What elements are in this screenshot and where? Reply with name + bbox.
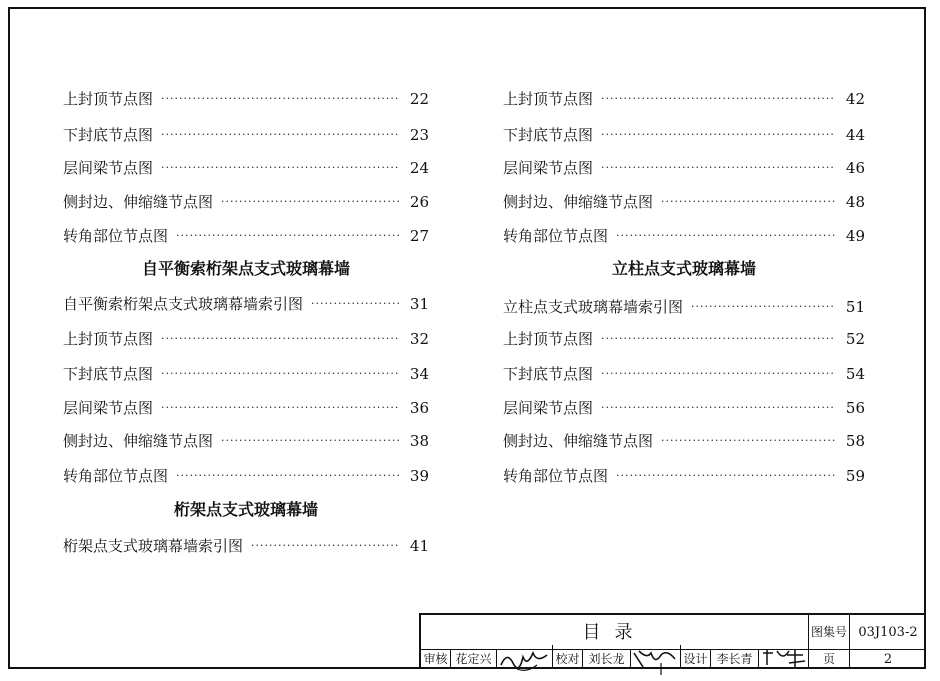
toc-entry[interactable] <box>63 223 429 245</box>
page-label: 页 <box>809 650 850 669</box>
toc-entry[interactable] <box>503 155 865 177</box>
toc-dot-leader <box>616 227 836 245</box>
toc-entry-title: 自平衡索桁架点支式玻璃幕墙索引图 <box>63 295 304 313</box>
toc-dot-leader <box>161 365 400 383</box>
title-block <box>419 613 926 669</box>
toc-entry-page: 58 <box>845 432 865 450</box>
toc-entry[interactable] <box>63 428 429 450</box>
designer-signature-mark <box>759 645 809 671</box>
toc-entry[interactable] <box>503 223 865 245</box>
toc-entry[interactable] <box>503 463 865 485</box>
toc-entry-page: 24 <box>409 159 429 177</box>
toc-entry-title: 转角部位节点图 <box>63 467 169 485</box>
toc-entry-title: 转角部位节点图 <box>503 467 609 485</box>
toc-entry-title: 下封底节点图 <box>503 365 594 383</box>
toc-dot-leader <box>661 193 836 211</box>
toc-entry[interactable] <box>503 189 865 211</box>
toc-dot-leader <box>161 126 400 144</box>
atlas-number-label: 图集号 <box>809 615 850 650</box>
toc-entry[interactable] <box>63 86 429 108</box>
toc-entry-title: 上封顶节点图 <box>63 90 154 108</box>
proofreader-signature <box>631 645 681 669</box>
toc-entry[interactable] <box>63 155 429 177</box>
toc-entry-title: 层间梁节点图 <box>63 399 154 417</box>
toc-entry[interactable] <box>63 395 429 417</box>
toc-dot-leader <box>176 227 400 245</box>
page-number: 2 <box>883 652 893 667</box>
toc-entry-page: 39 <box>409 467 429 485</box>
toc-dot-leader <box>661 432 836 450</box>
toc-dot-leader <box>221 432 400 450</box>
toc-entry-title: 上封顶节点图 <box>503 90 594 108</box>
toc-entry-title: 侧封边、伸缩缝节点图 <box>63 432 214 450</box>
toc-dot-leader <box>161 330 400 348</box>
toc-entry[interactable] <box>503 395 865 417</box>
toc-dot-leader <box>161 399 400 417</box>
toc-entry-title: 上封顶节点图 <box>63 330 154 348</box>
toc-entry-title: 上封顶节点图 <box>503 330 594 348</box>
toc-entry-title: 下封底节点图 <box>63 126 154 144</box>
toc-entry-page: 23 <box>409 126 429 144</box>
toc-entry-title: 层间梁节点图 <box>503 399 594 417</box>
toc-dot-leader <box>176 467 400 485</box>
toc-entry-title: 转角部位节点图 <box>63 227 169 245</box>
toc-entry-page: 46 <box>845 159 865 177</box>
reviewer-signature <box>497 645 553 669</box>
toc-entry-title: 转角部位节点图 <box>503 227 609 245</box>
toc-entry-title: 层间梁节点图 <box>503 159 594 177</box>
toc-entry-page: 54 <box>845 365 865 383</box>
reviewer-name: 花定兴 <box>451 650 497 669</box>
toc-entry-page: 59 <box>845 467 865 485</box>
toc-entry-title: 立柱点支式玻璃幕墙索引图 <box>503 298 684 316</box>
toc-entry[interactable] <box>63 291 429 313</box>
toc-right-column <box>503 0 865 600</box>
reviewer-signature-mark <box>497 645 553 675</box>
toc-entry-page: 22 <box>409 90 429 108</box>
section-heading: 自平衡索桁架点支式玻璃幕墙 <box>141 259 350 278</box>
section-heading: 立柱点支式玻璃幕墙 <box>611 259 756 278</box>
toc-entry-title: 下封底节点图 <box>63 365 154 383</box>
toc-dot-leader <box>601 126 836 144</box>
toc-dot-leader <box>601 330 836 348</box>
toc-dot-leader <box>311 295 400 313</box>
toc-entry-page: 44 <box>845 126 865 144</box>
toc-dot-leader <box>161 90 400 108</box>
toc-entry-page: 27 <box>409 227 429 245</box>
toc-dot-leader <box>251 537 400 555</box>
toc-dot-leader <box>601 159 836 177</box>
toc-entry-page: 34 <box>409 365 429 383</box>
toc-entry[interactable] <box>503 428 865 450</box>
toc-entry-title: 桁架点支式玻璃幕墙索引图 <box>63 537 244 555</box>
designer-signature <box>759 645 809 669</box>
toc-entry[interactable] <box>63 189 429 211</box>
toc-entry-title: 层间梁节点图 <box>63 159 154 177</box>
title-block-title: 目录 <box>421 615 809 650</box>
toc-dot-leader <box>601 399 836 417</box>
toc-entry-page: 56 <box>845 399 865 417</box>
toc-dot-leader <box>221 193 400 211</box>
toc-entry-page: 51 <box>845 298 865 316</box>
toc-entry[interactable] <box>503 122 865 144</box>
toc-entry-page: 38 <box>409 432 429 450</box>
toc-dot-leader <box>601 365 836 383</box>
toc-dot-leader <box>601 90 836 108</box>
toc-dot-leader <box>691 298 836 316</box>
toc-dot-leader <box>161 159 400 177</box>
toc-entry[interactable] <box>63 361 429 383</box>
toc-entry[interactable] <box>503 294 865 316</box>
toc-entry-page: 42 <box>845 90 865 108</box>
review-label: 审核 <box>421 650 451 669</box>
toc-entry[interactable] <box>63 533 429 555</box>
toc-entry-title: 侧封边、伸缩缝节点图 <box>63 193 214 211</box>
design-label: 设计 <box>681 650 711 669</box>
toc-entry-title: 侧封边、伸缩缝节点图 <box>503 432 654 450</box>
toc-entry[interactable] <box>503 361 865 383</box>
designer-name: 李长青 <box>711 650 759 669</box>
toc-entry-page: 26 <box>409 193 429 211</box>
toc-entry-page: 48 <box>845 193 865 211</box>
toc-entry-title: 下封底节点图 <box>503 126 594 144</box>
toc-left-column <box>63 0 429 600</box>
toc-entry[interactable] <box>503 86 865 108</box>
proofreader-name: 刘长龙 <box>583 650 631 669</box>
toc-entry[interactable] <box>63 326 429 348</box>
toc-entry[interactable] <box>503 326 865 348</box>
toc-entry-page: 41 <box>409 537 429 555</box>
toc-entry-page: 31 <box>409 295 429 313</box>
section-heading: 桁架点支式玻璃幕墙 <box>173 500 318 519</box>
toc-entry-page: 36 <box>409 399 429 417</box>
toc-entry-page: 49 <box>845 227 865 245</box>
atlas-number: 03J103-2 <box>850 615 926 650</box>
toc-dot-leader <box>616 467 836 485</box>
toc-entry[interactable] <box>63 122 429 144</box>
toc-entry-page: 32 <box>409 330 429 348</box>
toc-entry-page: 52 <box>845 330 865 348</box>
toc-entry-title: 侧封边、伸缩缝节点图 <box>503 193 654 211</box>
proof-label: 校对 <box>553 650 583 669</box>
proofreader-signature-mark <box>631 645 681 675</box>
toc-entry[interactable] <box>63 463 429 485</box>
